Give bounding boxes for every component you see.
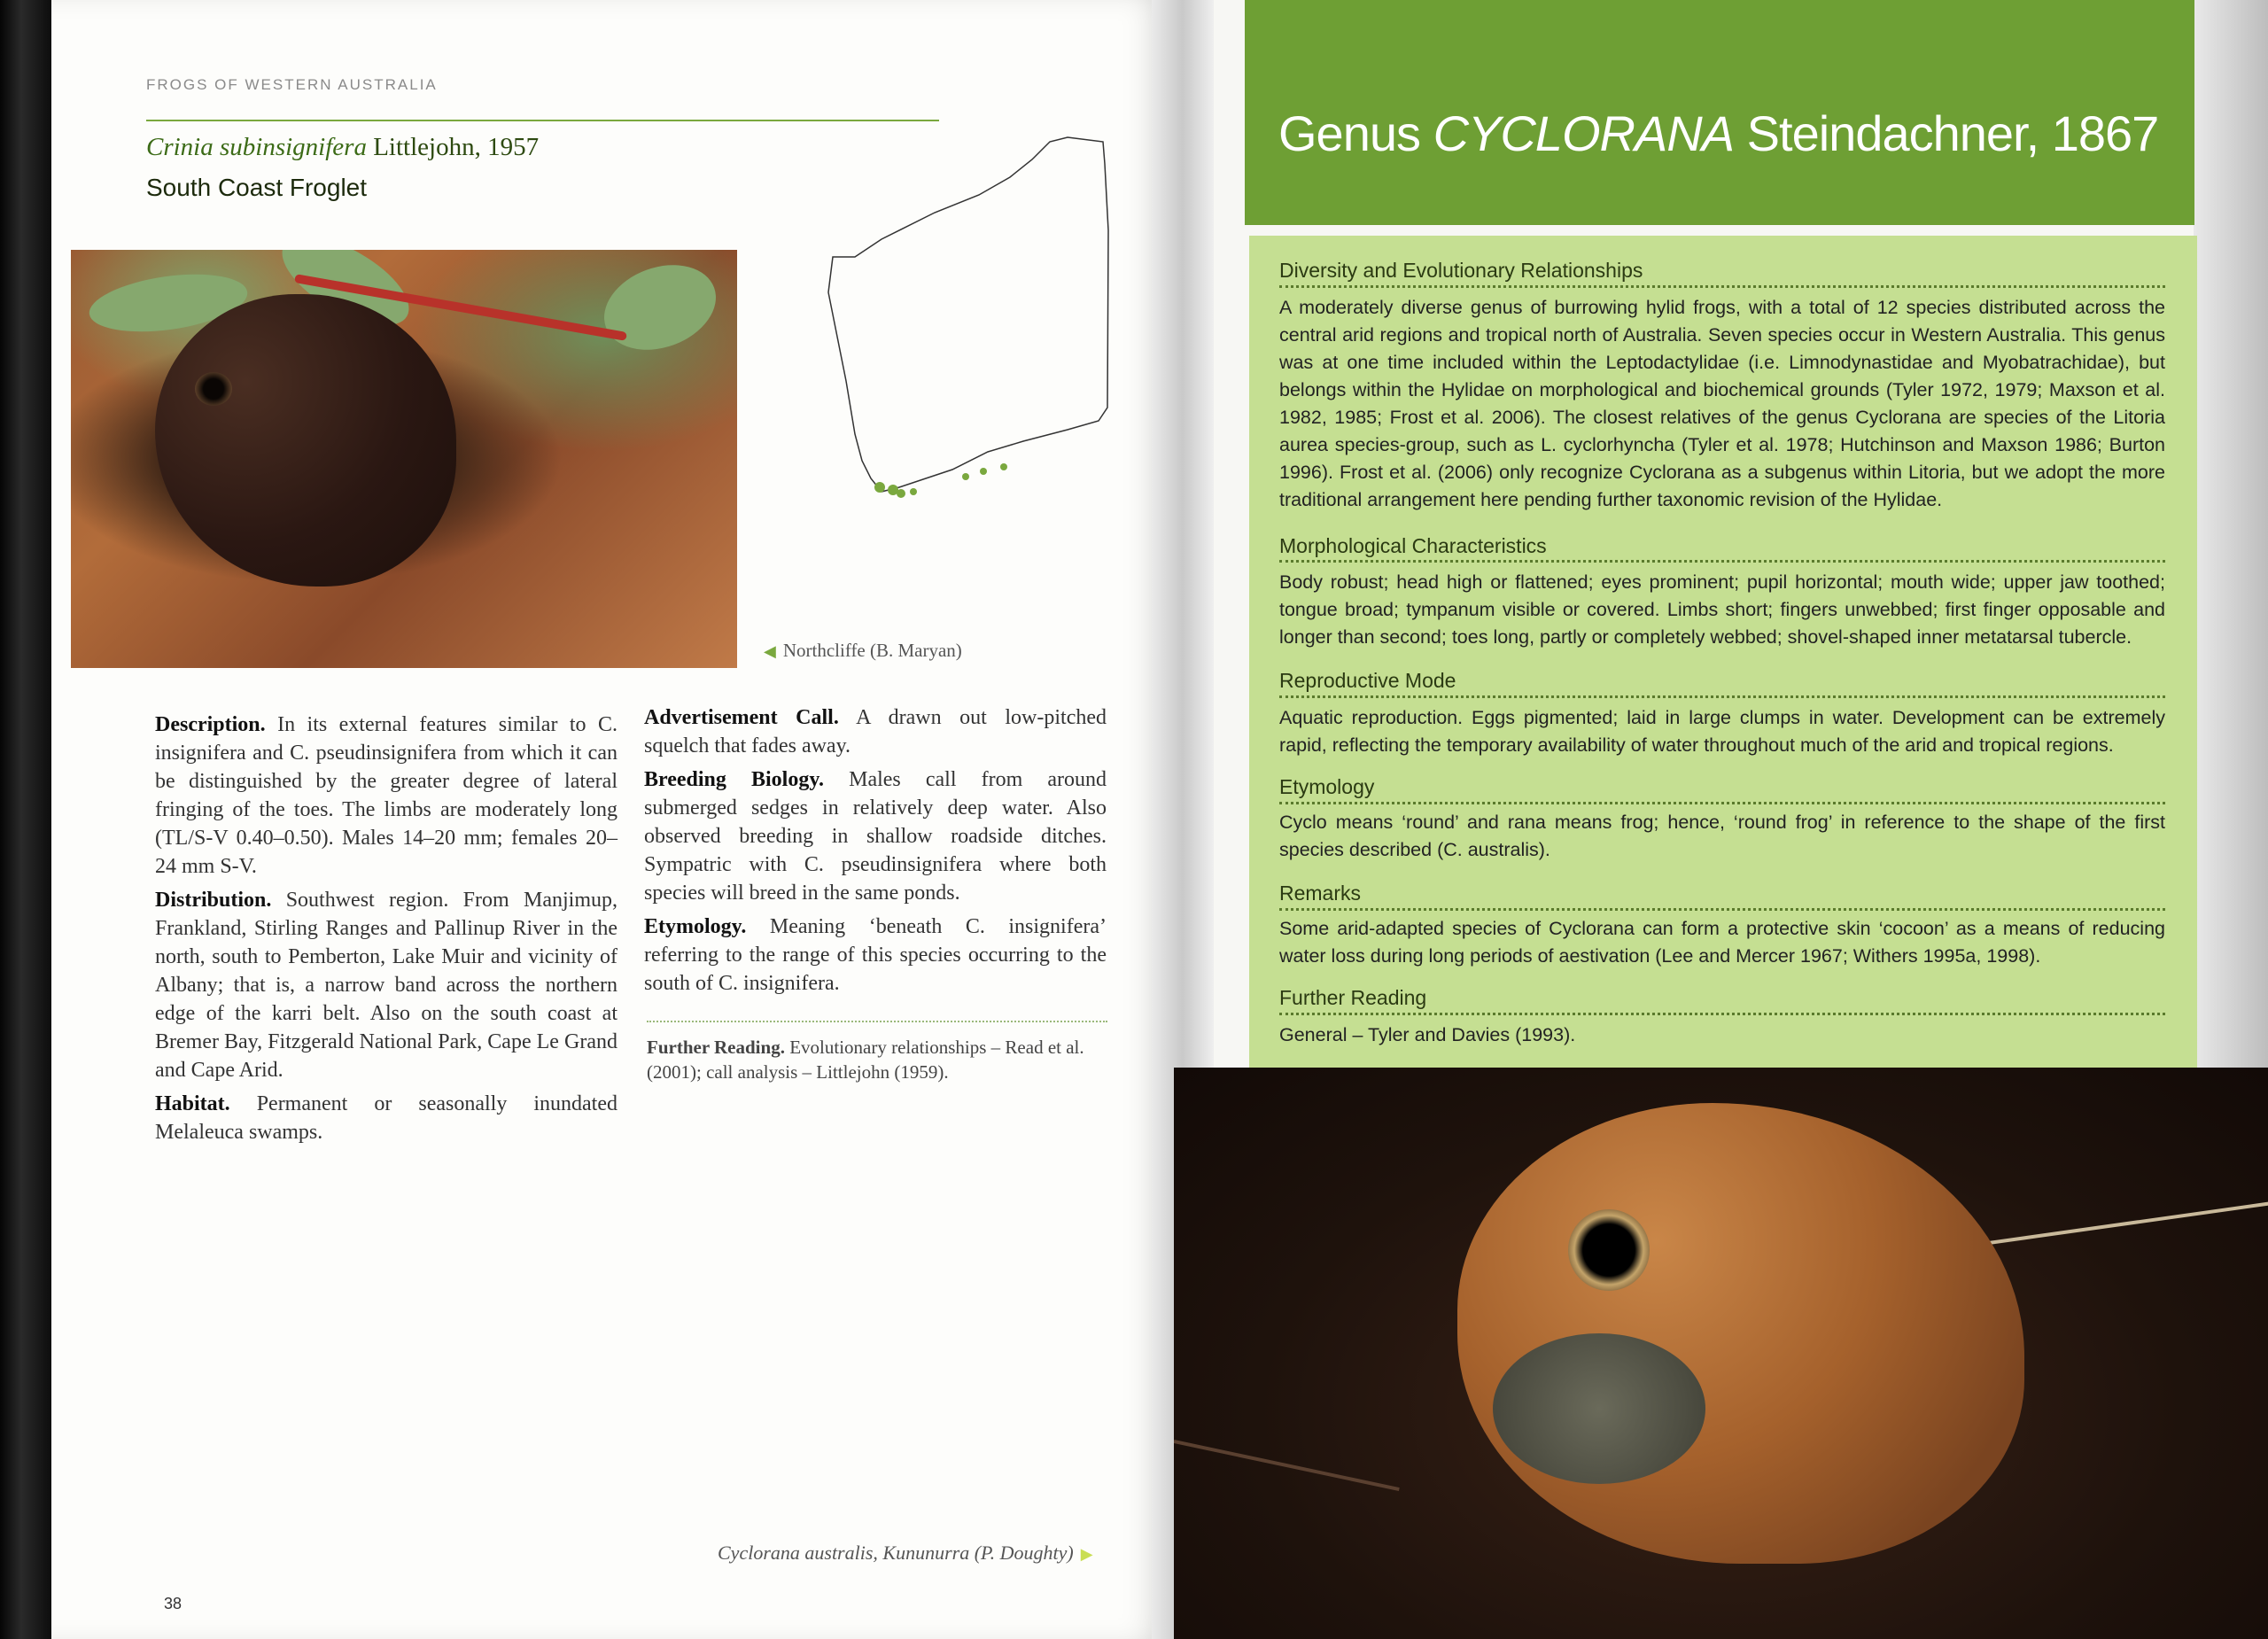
book-spine bbox=[0, 0, 53, 1639]
section-text: Cyclo means ‘round’ and rana means frog; hence, ‘round frog’ in reference to the shape of the first species described (C. australis). bbox=[1279, 812, 2165, 860]
leaf bbox=[593, 250, 728, 364]
etymology-label: Etymology. bbox=[644, 915, 747, 938]
description-label: Description. bbox=[155, 713, 266, 736]
twig bbox=[1174, 1440, 1400, 1491]
froglet bbox=[155, 294, 456, 586]
section-text: Body robust; head high or flattened; eyes prominent; pupil horizontal; mouth wide; upper jaw toothed; tongue broad; tympanum visible or covered. Limbs short; fingers unwebbed; first finger opposable and longer than second; toes long, partly or completely webbed; shovel-shaped inner metatarsal tubercle. bbox=[1279, 571, 2165, 648]
call-label: Advertisement Call. bbox=[644, 706, 839, 729]
section-rule bbox=[1279, 908, 2165, 911]
section-title: Morphological Characteristics bbox=[1279, 534, 1547, 557]
section-rule bbox=[1279, 695, 2165, 698]
caption-arrow-right-icon: ▶ bbox=[1080, 1545, 1093, 1563]
section-rule bbox=[1279, 1013, 2165, 1015]
frog-eye bbox=[1568, 1209, 1650, 1291]
section-title: Diversity and Evolutionary Relationships bbox=[1279, 259, 1643, 282]
section-rule bbox=[1279, 285, 2165, 288]
section-text: Aquatic reproduction. Eggs pigmented; laid in large clumps in water. Development can be extremely rapid, reflecting the temporary availability of water throughout much of the arid and tropical regions. bbox=[1279, 707, 2165, 756]
text-column-2 bbox=[644, 703, 1107, 1003]
genus-title bbox=[1278, 105, 2158, 162]
further-reading-label: Further Reading. bbox=[647, 1037, 785, 1058]
text-column-1 bbox=[155, 711, 617, 1152]
running-head: FROGS OF WESTERN AUSTRALIA bbox=[146, 76, 438, 93]
species-common-name: South Coast Froglet bbox=[146, 174, 368, 201]
cyclorana-photo bbox=[1174, 1068, 2268, 1639]
section-rule bbox=[1279, 560, 2165, 563]
locality-dot bbox=[980, 468, 987, 475]
locality-dot bbox=[1000, 463, 1007, 470]
genus-authority: Steindachner, 1867 bbox=[1734, 105, 2159, 161]
frog-throat bbox=[1493, 1333, 1705, 1484]
section-rule bbox=[1279, 802, 2165, 804]
page-number: 38 bbox=[164, 1595, 183, 1612]
cyclorana-frog bbox=[1457, 1103, 2024, 1564]
species-scientific-name bbox=[146, 133, 539, 162]
species-authority: Littlejohn, 1957 bbox=[366, 133, 540, 161]
locality-dot bbox=[874, 482, 885, 493]
locality-dot bbox=[910, 488, 917, 495]
distribution-text: Southwest region. From Manjimup, Frankland, Stirling Ranges and Pallinup River in the north, south to Pemberton, Lake Muir and vicinity of Albany; that is, a narrow band across the northern edge of the karri belt. Also on the south coast at Bremer Bay, Fitzgerald National Park, Cape Le Grand and Cape Arid. bbox=[155, 889, 617, 1082]
froglet-photo bbox=[71, 250, 737, 668]
distribution-map bbox=[802, 115, 1121, 532]
distribution-label: Distribution. bbox=[155, 889, 272, 912]
further-reading-text: Evolutionary relationships – Read et al. (2001); call analysis – Littlejohn (1959). bbox=[647, 1037, 1084, 1083]
call-text: A drawn out low-pitched squelch that fades away. bbox=[644, 706, 1107, 757]
species-binomial: Crinia subinsignifera bbox=[146, 133, 367, 161]
genus-prefix: Genus bbox=[1278, 105, 1433, 161]
further-reading-rule bbox=[647, 1021, 1107, 1022]
description-text: In its external features similar to C. insignifera and C. pseudinsignifera from which it can be distinguished by the greater degree of lateral fringing of the toes. The limbs are moderately long (TL/S-V 0.40–0.50). Males 14–20 mm; females 20–24 mm S-V. bbox=[155, 713, 617, 878]
caption-arrow-icon: ◀ bbox=[764, 642, 776, 660]
section-text: Some arid-adapted species of Cyclorana can form a protective skin ‘cocoon’ as a means of reducing water loss during long periods of aestivation (Lee and Mercer 1967; Withers 1995a, 1998). bbox=[1279, 918, 2165, 967]
section-text: A moderately diverse genus of burrowing hylid frogs, with a total of 12 species distributed across the central arid regions and tropical north of Australia. Seven species occur in Western Australia. This genus was at one time included within the Leptodactylidae (i.e. Limnodynastidae and Myobatrachidae), but belongs within the Hylidae on morphological and biochemical grounds (Tyler 1972, 1979; Maxson et al. 1982, 1985; Frost et al. 2006). The closest relatives of the genus Cyclorana are species of the Litoria aurea species-group, such as L. cyclorhyncha (Tyler et al. 1978; Hutchinson and Maxson 1986; Burton 1996). Frost et al. (2006) only recognize Cyclorana as a subgenus within Litoria, but we adopt the more traditional arrangement here pending further taxonomic revision of the Hylidae. bbox=[1279, 297, 2165, 510]
bottom-caption-text: Cyclorana australis, Kununurra (P. Doughty) bbox=[718, 1542, 1074, 1564]
genus-name: CYCLORANA bbox=[1433, 105, 1735, 161]
etymology-text: Meaning ‘beneath C. insignifera’ referring to the range of this species occurring to the south of C. insignifera. bbox=[644, 915, 1107, 995]
section-title: Reproductive Mode bbox=[1279, 669, 1456, 692]
habitat-label: Habitat. bbox=[155, 1092, 230, 1115]
section-title: Etymology bbox=[1279, 775, 1375, 798]
section-title: Further Reading bbox=[1279, 986, 1427, 1009]
section-title: Remarks bbox=[1279, 882, 1362, 905]
photo-caption bbox=[764, 640, 962, 662]
froglet-eye bbox=[195, 372, 232, 406]
breeding-text: Males call from around submerged sedges in relatively deep water. Also observed breeding in shallow roadside ditches. Sympatric with C. pseudinsignifera where both species will breed in the same ponds. bbox=[644, 768, 1107, 905]
breeding-label: Breeding Biology. bbox=[644, 768, 825, 791]
further-reading bbox=[647, 1035, 1107, 1084]
bottom-photo-caption bbox=[718, 1542, 1093, 1565]
section-text: General – Tyler and Davies (1993). bbox=[1279, 1024, 1576, 1045]
locality-dot bbox=[962, 473, 969, 480]
habitat-text: Permanent or seasonally inundated Melaleuca swamps. bbox=[155, 1092, 617, 1144]
photo-caption-text: Northcliffe (B. Maryan) bbox=[782, 640, 962, 661]
map-outline bbox=[828, 137, 1108, 492]
locality-dot bbox=[897, 489, 905, 498]
